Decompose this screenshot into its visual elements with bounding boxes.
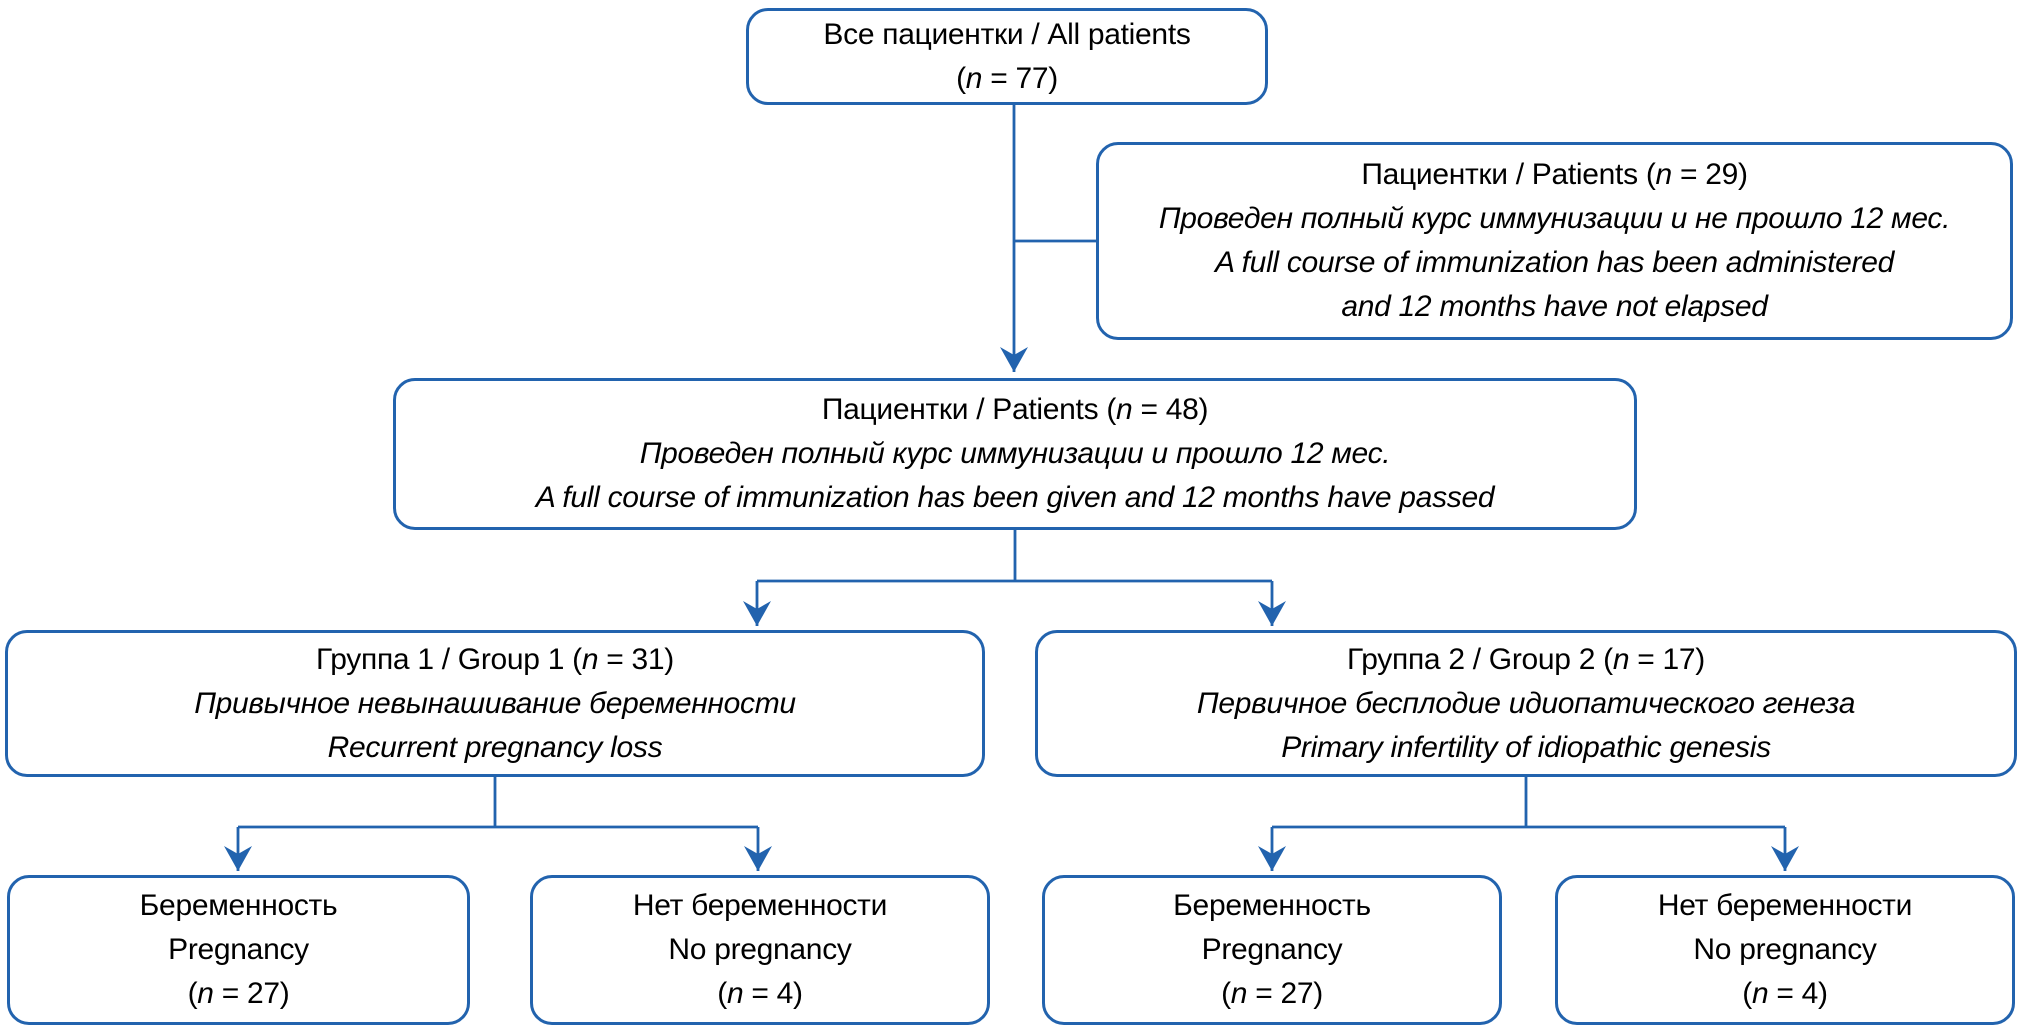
node-group2-title: Группа 2 / Group 2 (n = 17): [1347, 642, 1705, 676]
node-group1-no-pregnancy: [530, 875, 990, 1025]
node-group2-desc-ru: Первичное бесплодие идиопатического генеза: [1196, 686, 1856, 720]
node-excluded-desc-en-2: and 12 months have not elapsed: [1341, 290, 1768, 323]
node-g2p-count: (n = 27): [1221, 977, 1323, 1010]
node-group2-pregnancy: [1042, 875, 1502, 1025]
node-all-patients-title: Все пациентки / All patients: [823, 17, 1191, 51]
node-g2np-count: (n = 4): [1742, 977, 1828, 1010]
node-g2np-label-en: No pregnancy: [1693, 933, 1877, 966]
node-g2p-label-ru: Беременность: [1173, 889, 1371, 922]
node-included-desc-en: A full course of immunization has been given and 12 months have passed: [535, 481, 1495, 514]
node-group1: [5, 630, 985, 777]
node-all-patients: [746, 8, 1268, 105]
node-group1-desc-en: Recurrent pregnancy loss: [327, 730, 663, 764]
node-g1p-count: (n = 27): [187, 977, 290, 1010]
node-group1-desc-ru: Привычное невынашивание беременности: [194, 686, 796, 720]
node-group1-pregnancy: [7, 875, 470, 1025]
node-included-desc-ru: Проведен полный курс иммунизации и прошло 12 мес.: [639, 437, 1391, 470]
node-patients-included: [393, 378, 1637, 530]
node-included-title: Пациентки / Patients (n = 48): [821, 393, 1209, 426]
node-g1p-label-en: Pregnancy: [168, 933, 309, 966]
node-all-patients-count: (n = 77): [956, 61, 1058, 95]
node-group2-desc-en: Primary infertility of idiopathic genesis: [1281, 730, 1771, 764]
node-g1np-count: (n = 4): [717, 977, 803, 1010]
node-group2: [1035, 630, 2017, 777]
node-g1np-label-ru: Нет беременности: [632, 889, 888, 922]
node-group2-no-pregnancy: [1555, 875, 2015, 1025]
node-g1np-label-en: No pregnancy: [668, 933, 852, 966]
node-excluded-desc-ru: Проведен полный курс иммунизации и не прошло 12 мес.: [1158, 202, 1951, 235]
node-g2p-label-en: Pregnancy: [1201, 933, 1343, 966]
node-g1p-label-ru: Беременность: [139, 889, 338, 922]
node-patients-excluded: [1096, 142, 2013, 340]
node-group1-title: Группа 1 / Group 1 (n = 31): [316, 642, 674, 676]
node-excluded-title: Пациентки / Patients (n = 29): [1361, 158, 1748, 191]
node-g2np-label-ru: Нет беременности: [1657, 889, 1913, 922]
node-excluded-desc-en-1: A full course of immunization has been administered: [1215, 246, 1894, 279]
